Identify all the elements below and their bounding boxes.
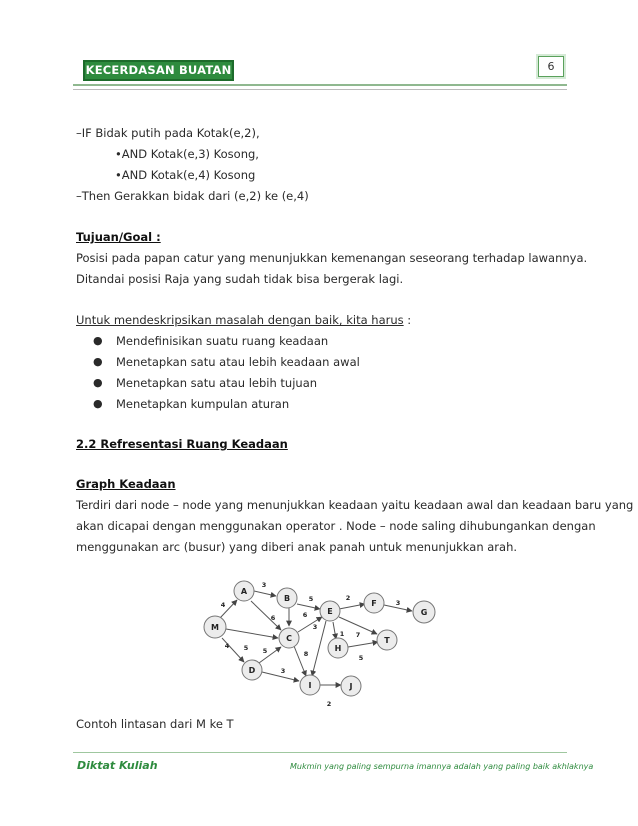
node-label: H	[334, 644, 342, 653]
state-space-graph	[195, 572, 445, 712]
edge-label: 5	[262, 647, 268, 655]
edge-label: 1	[339, 630, 345, 638]
rule-then-line: –Then Gerakkan bidak dari (e,2) ke (e,4)	[76, 189, 309, 203]
node-label: I	[308, 681, 312, 690]
bullet-dot: ●	[93, 355, 103, 368]
footer-rule	[73, 752, 567, 753]
edge-m-c	[226, 629, 278, 638]
node-label: M	[211, 623, 219, 632]
header-rule-thin	[73, 89, 567, 90]
edge-label: 2	[345, 594, 351, 602]
node-label: A	[240, 587, 248, 596]
edge-label: 8	[303, 650, 309, 658]
edge-h-t	[348, 642, 378, 647]
edge-a-b	[254, 591, 276, 596]
edge-label: 6	[270, 614, 276, 622]
footer-left-text: Diktat Kuliah	[77, 759, 158, 772]
edge-c-e	[298, 617, 322, 632]
rule-and-line-2: •AND Kotak(e,4) Kosong	[115, 168, 256, 182]
node-label: C	[286, 634, 292, 643]
node-label: F	[371, 599, 377, 608]
describe-intro	[76, 313, 411, 327]
bullet-dot: ●	[93, 334, 103, 347]
list-item: Menetapkan satu atau lebih tujuan	[116, 376, 318, 390]
edge-e-f	[339, 604, 365, 609]
list-item: Mendefinisikan suatu ruang keadaan	[116, 334, 329, 348]
edge-label: 6	[302, 611, 308, 619]
edge-label: 4	[224, 642, 230, 650]
list-item: Menetapkan kumpulan aturan	[116, 397, 290, 411]
node-label: E	[327, 607, 333, 616]
rule-if-line: –IF Bidak putih pada Kotak(e,2),	[76, 126, 260, 140]
edge-e-h	[333, 622, 336, 639]
node-label: D	[248, 666, 256, 675]
graph-paragraph-line-3: menggunakan arc (busur) yang diberi anak panah untuk menunjukkan arah.	[76, 540, 518, 554]
goal-heading: Tujuan/Goal :	[76, 230, 161, 244]
node-label: J	[349, 682, 353, 691]
node-label: T	[384, 636, 390, 645]
node-label: B	[283, 594, 291, 603]
rule-and-line-1: •AND Kotak(e,3) Kosong,	[115, 147, 259, 161]
graph-paragraph-line-1: Terdiri dari node – node yang menunjukkan keadaan yaitu keadaan awal dan keadaan baru yang	[76, 498, 634, 512]
page-number: 6	[538, 56, 564, 77]
bullet-dot: ●	[93, 397, 103, 410]
edge-label: 3	[312, 623, 318, 631]
list-item: Menetapkan satu atau lebih keadaan awal	[116, 355, 360, 369]
header-title: KECERDASAN BUATAN	[85, 63, 232, 77]
edge-a-c	[251, 601, 281, 630]
graph-paragraph-line-2: akan dicapai dengan menggunakan operator . Node – node saling dihubungankan dengan	[76, 519, 596, 533]
edge-label: 7	[355, 631, 361, 639]
header-rule	[73, 84, 567, 86]
edge-label: 3	[280, 667, 286, 675]
edge-label: 4	[220, 601, 226, 609]
goal-line-1: Posisi pada papan catur yang menunjukkan kemenangan seseorang terhadap lawannya.	[76, 251, 588, 265]
edge-label: 5	[308, 595, 314, 603]
bullet-dot: ●	[93, 376, 103, 389]
edge-label: 3	[261, 581, 267, 589]
goal-line-2: Ditandai posisi Raja yang sudah tidak bisa bergerak lagi.	[76, 272, 404, 286]
node-label: G	[420, 608, 428, 617]
footer-right-text: Mukmin yang paling sempurna imannya adalah yang paling baik akhlaknya	[290, 762, 594, 771]
graph-heading: Graph Keadaan	[76, 477, 176, 491]
edge-label: 5	[243, 644, 249, 652]
edge-label: 5	[358, 654, 364, 662]
graph-caption: Contoh lintasan dari M ke T	[76, 717, 234, 731]
header-title-badge	[83, 60, 234, 81]
edge-label: 3	[395, 599, 401, 607]
describe-intro-colon: :	[403, 313, 412, 327]
describe-intro-text: Untuk mendeskripsikan masalah dengan baik, kita harus	[76, 313, 404, 327]
edge-label: 2	[326, 700, 332, 708]
edge-b-e	[297, 604, 320, 609]
section-heading: 2.2 Refresentasi Ruang Keadaan	[76, 437, 288, 451]
